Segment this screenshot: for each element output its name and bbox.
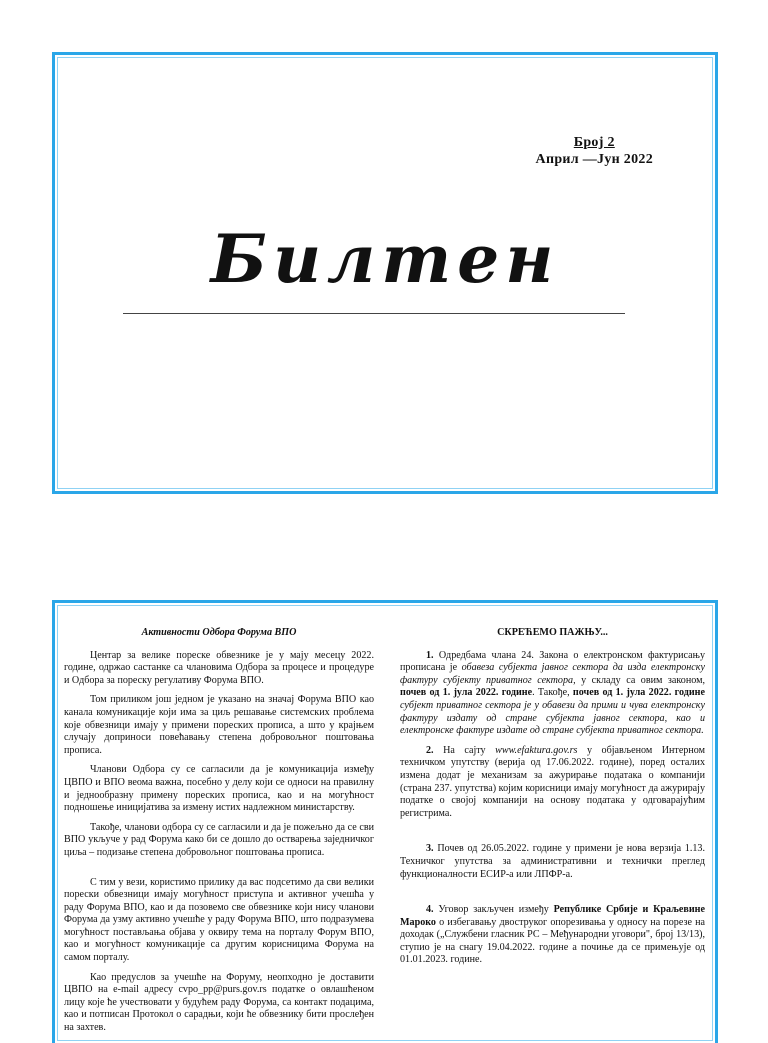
- left-heading: Активности Одбора Форума ВПО: [141, 627, 297, 638]
- notice-item-3: 3. Почев од 26.05.2022. године у примени је нова верзија 1.13. Техничког упутства за административни и технички преглед функционалности ЕСИР-а или ЛПФР-а.: [400, 843, 705, 880]
- left-paragraph: Такође, чланови одбора су се сагласили и да је пожељно да се сви ВПО укључе у рад Форума како би се дошло до остварења заједничког циља – подизање степена добровољног поштовања прописа.: [64, 821, 374, 858]
- efaktura-link[interactable]: www.efaktura.gov.rs: [495, 744, 578, 756]
- content-frame: [52, 600, 718, 1043]
- issue-period: Април —Јун 2022: [535, 152, 653, 167]
- title-underline: [123, 313, 625, 314]
- left-paragraph: Том приликом још једном је указано на значај Форума ВПО као канала комуникације који има за циљ решавање системских проблема које обвезници имају у примени пореских прописа, а што у крајњем случају доприноси повећавању степена добровољног поштовања прописа.: [64, 694, 374, 756]
- notice-item-2: 2. На сајту www.efaktura.gov.rs у објављеном Интерном техничком упутству (верија од 17.06.2022. године), поред осталих измена додат је механизам за ажурирање података о компанији (страна 237. упутства) којим корисници имају могућност да ажурирају податке о својој компанији на основу података у одговарајућим регистрима.: [400, 744, 705, 819]
- left-paragraph: С тим у вези, користимо прилику да вас подсетимо да сви велики порески обвезници имају могућност приступа и активног учешћа у раду Форума ВПО, као и да позовемо све обвезнике који нису чланови Форума да узму активно учешће у раду Форума ВПО, што подразумева могућност постављања објава у оквиру тема на порталу Форум ВПО, као и могућност комуникације са другим корисницима Форума на самом порталу.: [64, 876, 374, 964]
- issue-number: Број 2: [573, 135, 615, 150]
- left-paragraph: Чланови Одбора су се сагласили да је комуникација између ЦВПО и ВПО веома важна, посебно у делу који се односи на правилну и једнообразну примену пореских прописа, као и на могућност подношење иницијатива за измену истих надлежном министарству.: [64, 764, 374, 814]
- right-heading: СКРЕЋЕМО ПАЖЊУ...: [497, 627, 608, 638]
- bulletin-title: Билтен: [210, 220, 560, 298]
- left-paragraph: Центар за велике пореске обвезнике је у мају месецу 2022. године, одржао састанке са члановима Одбора за процесе и процедуре и Одбора за пореску регулативу Форума ВПО.: [64, 649, 374, 686]
- cover-frame: [52, 52, 718, 494]
- left-paragraph: Као предуслов за учешће на Форуму, неопходно је доставити ЦВПО на e-mail адресу cvpo_pp@purs.gov.rs податке о овлашћеном лицу које ће учествовати у будућем раду Форума, са контакт подацима, као и потписан Протокол о сарадњи, који ће обвезнику бити прослеђен на захтев.: [64, 971, 374, 1034]
- issue-block: [536, 135, 653, 168]
- left-column: [64, 627, 374, 1042]
- notice-item-1: 1. Одредбама члана 24. Закона о електронском фактурисању прописана је обавеза субјекта јавног сектора да изда електронску фактуру субјекту приватног сектора, у складу са овим законом, почев од 1. јула 2022. године. Такође, почев од 1. јула 2022. године субјект приватног сектора је у обавези да прими и чува електронску фактуру издату од стране субјекта јавног сектора, као и електронске фактуре издате од стране субјекта приватног сектора.: [400, 649, 705, 737]
- right-column: [400, 627, 705, 974]
- notice-item-4: 4. Уговор закључен између Републике Србије и Краљевине Мароко о избегавању двоструког опорезивања у односу на порезе на доходак („Службени гласник РС – Међународни уговори", број 13/13), ступио је на снагу 19.04.2022. године а почиње да се примењује од 01.01.2023. године.: [400, 904, 705, 966]
